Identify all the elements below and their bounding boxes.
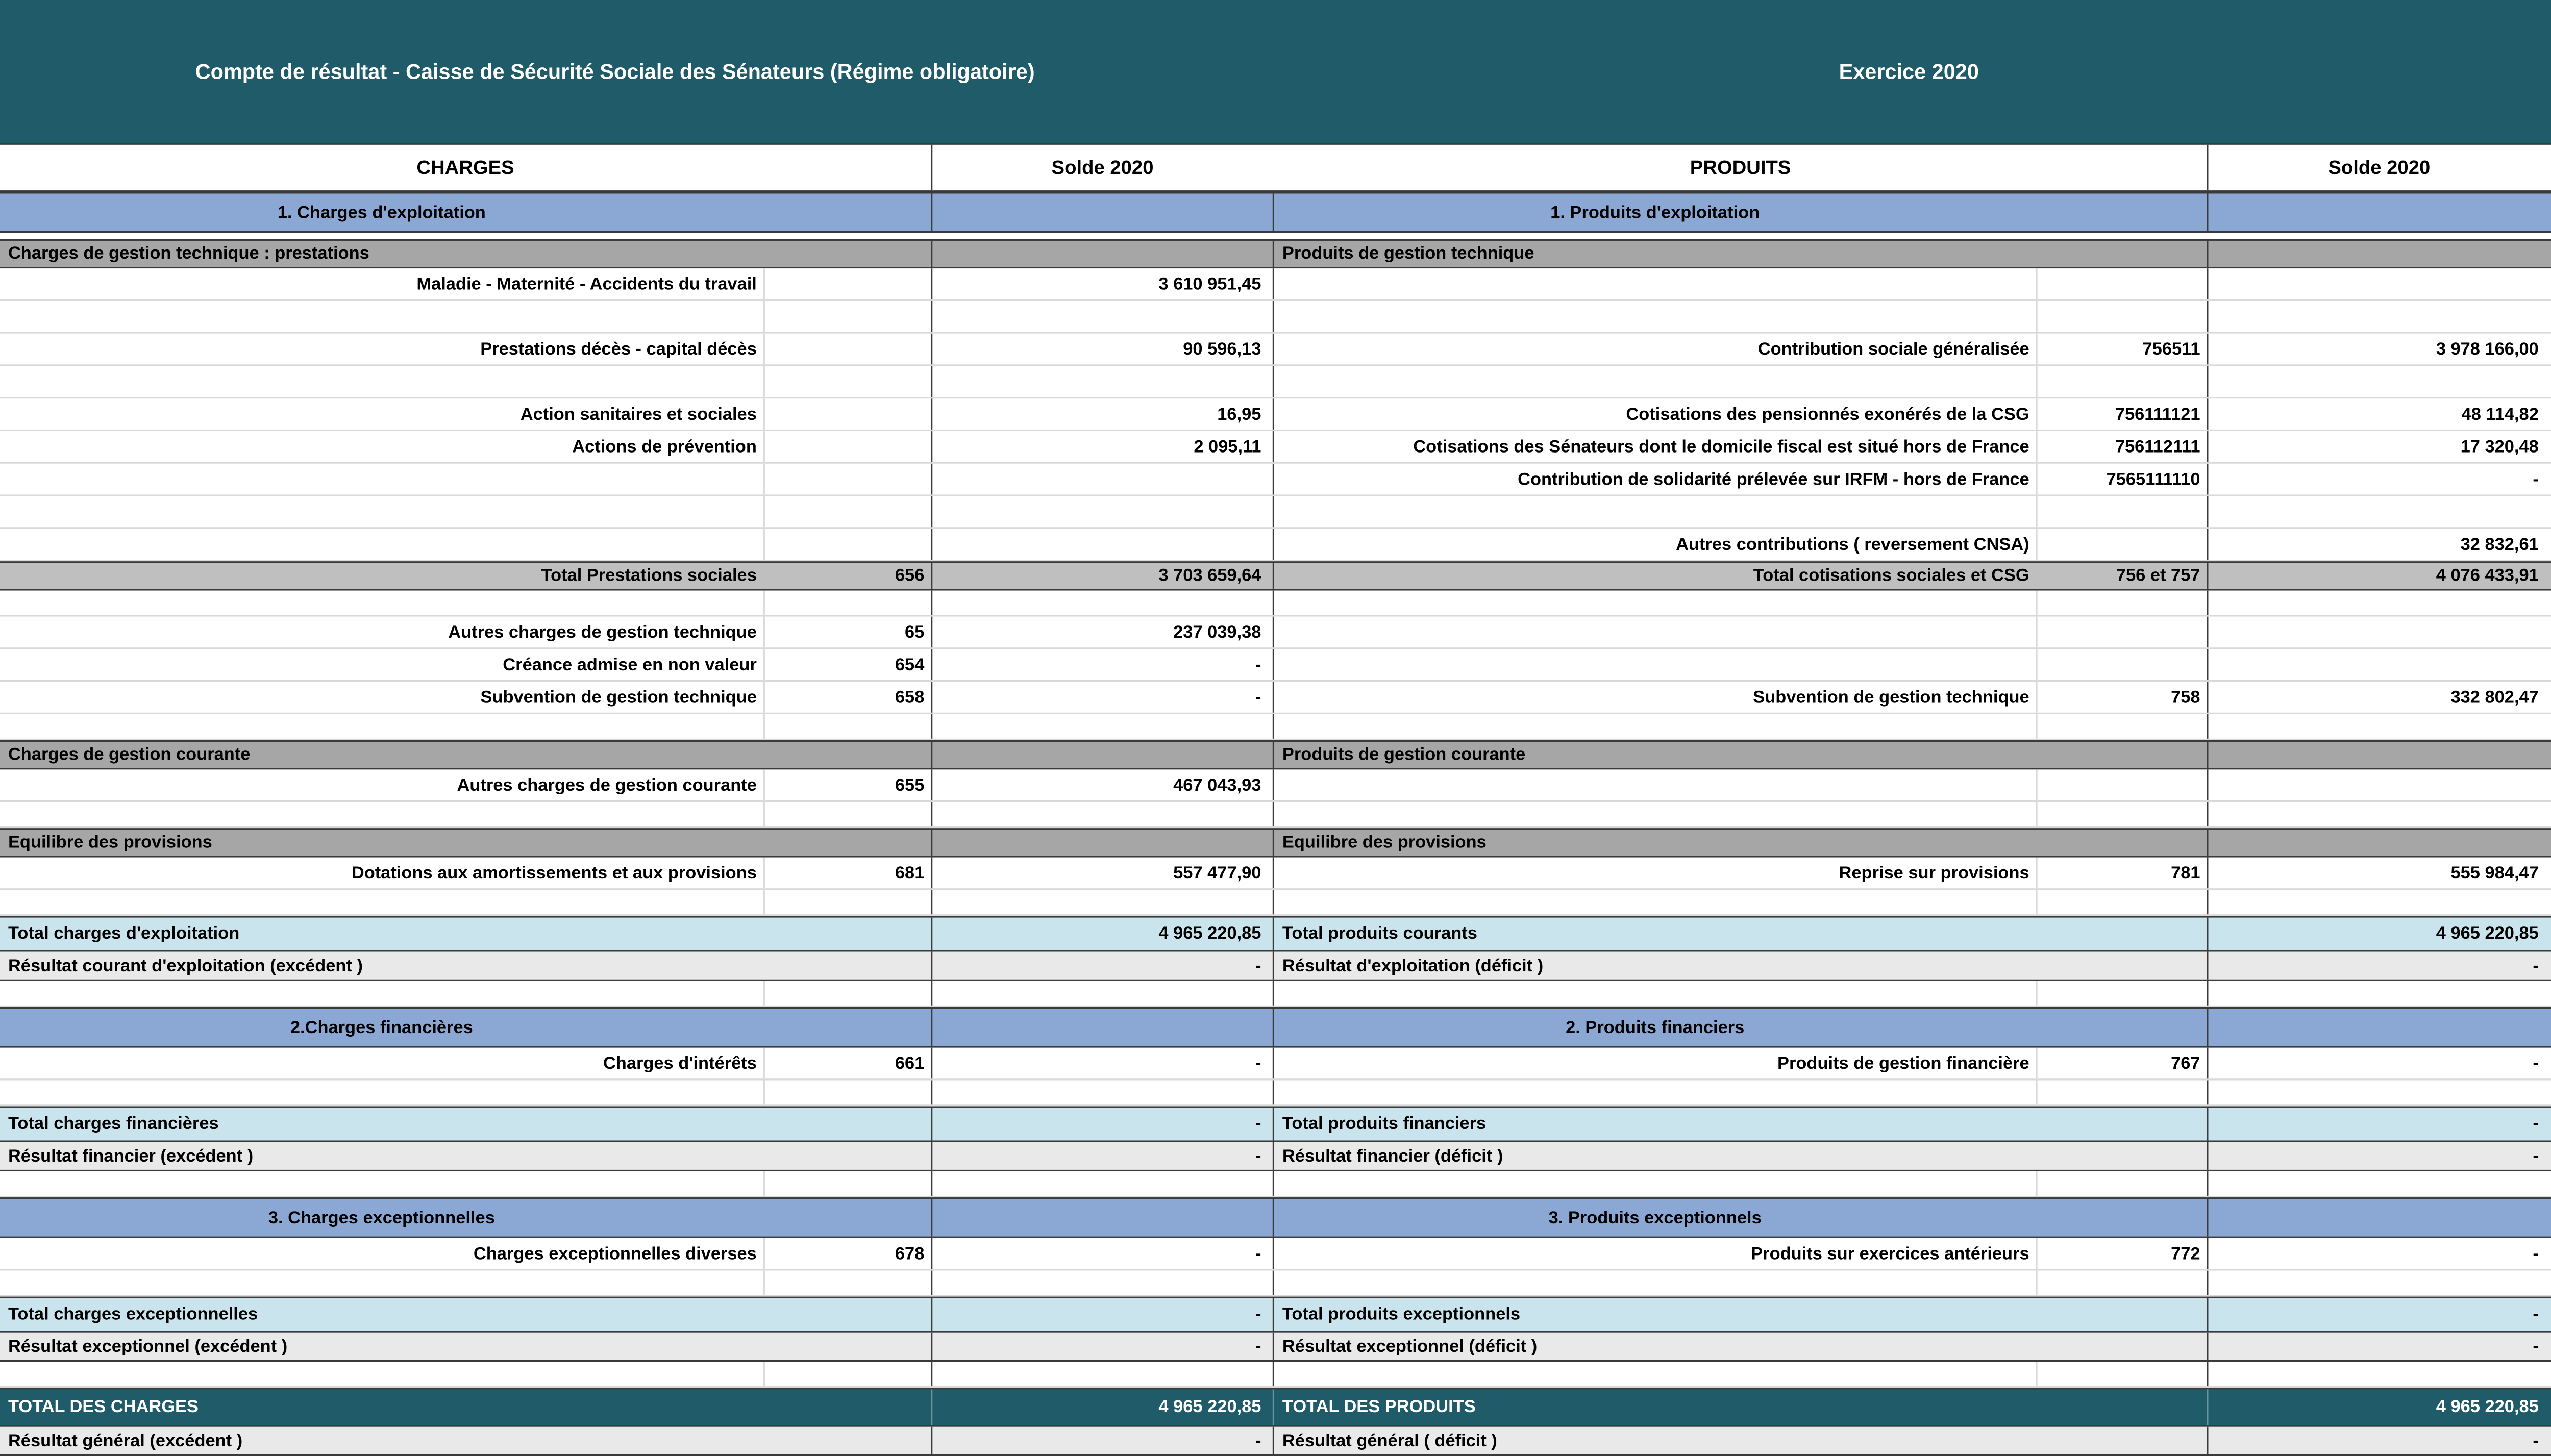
charges-value xyxy=(932,233,1274,239)
produits-code xyxy=(2038,301,2209,332)
produits-value xyxy=(2208,890,2551,914)
charges-value xyxy=(932,742,1274,768)
produits-label: Résultat financier (déficit ) xyxy=(1282,1146,1503,1166)
produits-code xyxy=(2038,1171,2209,1196)
produits-label: Total produits exceptionnels xyxy=(1282,1304,1521,1324)
table-row xyxy=(0,617,2551,649)
produits-code xyxy=(2038,529,2209,560)
charges-value xyxy=(932,591,1274,615)
charges-label: Maladie - Maternité - Accidents du travail xyxy=(0,268,765,299)
charges-value xyxy=(932,1271,1274,1295)
charges-code: 65 xyxy=(765,617,932,648)
table-row xyxy=(0,740,2551,769)
produits-label xyxy=(1274,496,2038,528)
charges-code xyxy=(765,1271,932,1295)
table-row xyxy=(0,981,2551,1007)
charges-label xyxy=(0,1171,765,1196)
charges-label xyxy=(0,496,765,528)
charges-value: - xyxy=(932,1142,1274,1170)
charges-value: 4 965 220,85 xyxy=(932,1389,1274,1425)
produits-label: 3. Produits exceptionnels xyxy=(1548,1208,1762,1228)
charges-value xyxy=(932,193,1274,231)
charges-label: Charges de gestion technique : prestations xyxy=(8,244,369,264)
produits-code xyxy=(2038,268,2209,299)
produits-value xyxy=(2208,233,2551,239)
charges-label: Autres charges de gestion technique xyxy=(0,617,765,648)
produits-value xyxy=(2208,301,2551,332)
produits-label xyxy=(1274,301,2038,332)
charges-label: Actions de prévention xyxy=(0,431,765,462)
charges-value xyxy=(932,1171,1274,1196)
charges-label xyxy=(0,1271,765,1295)
charges-value xyxy=(932,529,1274,560)
produits-label xyxy=(1274,366,2038,397)
charges-value: - xyxy=(932,1048,1274,1079)
table-row xyxy=(0,1007,2551,1048)
produits-label xyxy=(1274,233,2038,239)
produits-value xyxy=(2208,830,2551,856)
produits-value: 4 076 433,91 xyxy=(2436,566,2539,586)
charges-code xyxy=(765,1171,932,1196)
produits-label: 2. Produits financiers xyxy=(1566,1017,1745,1037)
charges-value: 237 039,38 xyxy=(932,617,1274,648)
charges-label xyxy=(0,714,765,739)
produits-value xyxy=(2208,649,2551,680)
table-row xyxy=(0,591,2551,617)
charges-value xyxy=(932,890,1274,914)
solde-right-column-header: Solde 2020 xyxy=(2328,156,2431,179)
charges-value xyxy=(932,1080,1274,1104)
produits-label xyxy=(1274,769,2038,800)
produits-value xyxy=(2208,591,2551,615)
charges-value xyxy=(932,1362,1274,1386)
charges-value: - xyxy=(932,1298,1274,1331)
produits-code: 756511 xyxy=(2038,334,2209,365)
charges-value: 3 610 951,45 xyxy=(932,268,1274,299)
charges-code xyxy=(765,1108,932,1141)
table-row xyxy=(0,1048,2551,1081)
charges-code xyxy=(765,1362,932,1386)
charges-value: - xyxy=(932,649,1274,680)
produits-code xyxy=(2038,193,2209,231)
table-row xyxy=(0,1297,2551,1333)
charges-label: Charges de gestion courante xyxy=(8,745,251,765)
charges-value xyxy=(932,301,1274,332)
charges-code xyxy=(765,366,932,397)
charges-code xyxy=(765,890,932,914)
produits-label: Equilibre des provisions xyxy=(1282,833,1487,853)
table-row xyxy=(0,366,2551,399)
table-row xyxy=(0,802,2551,828)
produits-label xyxy=(1274,1362,2038,1386)
produits-code xyxy=(2038,952,2209,980)
charges-code: 656 xyxy=(765,563,932,589)
charges-label: 1. Charges d'exploitation xyxy=(277,203,486,222)
table-row xyxy=(0,769,2551,802)
charges-value: - xyxy=(932,1108,1274,1141)
charges-column-header: CHARGES xyxy=(0,145,932,190)
table-row xyxy=(0,952,2551,981)
charges-value xyxy=(932,981,1274,1006)
produits-label: Produits sur exercices antérieurs xyxy=(1274,1238,2038,1269)
table-row xyxy=(0,398,2551,431)
charges-value: - xyxy=(932,682,1274,713)
table-row xyxy=(0,233,2551,239)
produits-code xyxy=(2038,1142,2209,1170)
charges-value xyxy=(932,464,1274,495)
produits-value xyxy=(2208,1271,2551,1295)
produits-value xyxy=(2208,714,2551,739)
charges-value xyxy=(932,714,1274,739)
produits-value: 3 978 166,00 xyxy=(2436,339,2539,359)
charges-label: Charges d'intérêts xyxy=(0,1048,765,1079)
charges-value: 467 043,93 xyxy=(932,769,1274,800)
produits-value: 4 965 220,85 xyxy=(2436,1397,2539,1417)
produits-label xyxy=(1274,1171,2038,1196)
table-row xyxy=(0,1080,2551,1106)
charges-code xyxy=(765,496,932,528)
produits-code: 781 xyxy=(2038,858,2209,889)
table-row xyxy=(0,301,2551,334)
table-row xyxy=(0,1171,2551,1197)
charges-code xyxy=(765,1333,932,1360)
table-body xyxy=(0,192,2551,1456)
produits-label: Résultat général ( déficit ) xyxy=(1282,1430,1497,1450)
charges-code xyxy=(765,1389,932,1425)
table-row xyxy=(0,1388,2551,1427)
produits-label: Total produits courants xyxy=(1282,924,1477,944)
charges-code xyxy=(765,529,932,560)
produits-code xyxy=(2038,1389,2209,1425)
charges-code xyxy=(765,742,932,768)
produits-label xyxy=(1274,981,2038,1006)
charges-label xyxy=(0,529,765,560)
produits-label xyxy=(1274,802,2038,826)
charges-label: TOTAL DES CHARGES xyxy=(8,1397,199,1417)
table-row xyxy=(0,714,2551,740)
charges-label: 2.Charges financières xyxy=(290,1017,473,1037)
charges-label: Créance admise en non valeur xyxy=(0,649,765,680)
charges-label: Total charges financières xyxy=(8,1114,219,1134)
table-row xyxy=(0,334,2551,366)
table-row xyxy=(0,1271,2551,1297)
produits-code xyxy=(2038,1108,2209,1141)
charges-label: Résultat courant d'exploitation (excédent ) xyxy=(8,956,363,975)
charges-code xyxy=(765,233,932,239)
charges-code xyxy=(765,431,932,462)
table-row xyxy=(0,561,2551,590)
produits-value: - xyxy=(2533,1304,2539,1324)
produits-code xyxy=(2038,1080,2209,1104)
charges-label xyxy=(0,464,765,495)
produits-label xyxy=(1274,890,2038,914)
exercise-label: Exercice 2020 xyxy=(1839,59,1979,84)
produits-label: Autres contributions ( reversement CNSA) xyxy=(1274,529,2038,560)
title-bar xyxy=(0,0,2551,143)
produits-code xyxy=(2038,769,2209,800)
produits-code: 772 xyxy=(2038,1238,2209,1269)
charges-label: 3. Charges exceptionnelles xyxy=(268,1208,495,1228)
charges-value: 557 477,90 xyxy=(932,858,1274,889)
table-row xyxy=(0,1238,2551,1271)
charges-code xyxy=(765,1199,932,1236)
charges-label xyxy=(0,890,765,914)
charges-code xyxy=(765,241,932,267)
charges-label: Résultat général (excédent ) xyxy=(8,1430,243,1450)
produits-code xyxy=(2038,714,2209,739)
charges-code: 678 xyxy=(765,1238,932,1269)
charges-value xyxy=(932,802,1274,826)
produits-label: Produits de gestion courante xyxy=(1282,745,1526,765)
charges-label: Total charges d'exploitation xyxy=(8,924,240,944)
charges-label xyxy=(0,802,765,826)
table-row xyxy=(0,1142,2551,1171)
produits-code: 7565111110 xyxy=(2038,464,2209,495)
table-row xyxy=(0,890,2551,916)
produits-value: - xyxy=(2533,1053,2539,1073)
charges-label xyxy=(0,301,765,332)
produits-label: Produits de gestion financière xyxy=(1274,1048,2038,1079)
charges-code xyxy=(765,1298,932,1331)
charges-value xyxy=(932,830,1274,856)
produits-label: Cotisations des pensionnés exonérés de la CSG xyxy=(1274,398,2038,430)
charges-label xyxy=(0,233,765,239)
produits-code: 758 xyxy=(2038,682,2209,713)
charges-code xyxy=(765,464,932,495)
charges-value xyxy=(932,1009,1274,1046)
produits-code xyxy=(2038,1298,2209,1331)
produits-value xyxy=(2208,193,2551,231)
table-row xyxy=(0,239,2551,268)
solde-left-column-header: Solde 2020 xyxy=(1051,156,1154,179)
produits-code xyxy=(2038,1271,2209,1295)
produits-code xyxy=(2038,1333,2209,1360)
charges-label: Total Prestations sociales xyxy=(541,566,757,586)
charges-label: Total charges exceptionnelles xyxy=(8,1304,258,1324)
produits-value xyxy=(2208,366,2551,397)
produits-code xyxy=(2038,1009,2209,1046)
produits-code: 756111121 xyxy=(2038,398,2209,430)
charges-code xyxy=(765,591,932,615)
produits-label: Résultat exceptionnel (déficit ) xyxy=(1282,1336,1538,1357)
produits-code xyxy=(2038,366,2209,397)
charges-code xyxy=(765,830,932,856)
report-title: Compte de résultat - Caisse de Sécurité Sociale des Sénateurs (Régime obligatoire) xyxy=(195,59,1035,84)
produits-label xyxy=(1274,649,2038,680)
produits-label: TOTAL DES PRODUITS xyxy=(1282,1397,1476,1417)
produits-label xyxy=(1274,1271,2038,1295)
produits-value: - xyxy=(2533,1243,2539,1264)
charges-value: 4 965 220,85 xyxy=(932,918,1274,950)
produits-label xyxy=(1274,714,2038,739)
charges-label: Equilibre des provisions xyxy=(8,833,212,853)
produits-column-header: PRODUITS xyxy=(1274,145,2208,190)
charges-code xyxy=(765,1427,932,1454)
charges-code xyxy=(765,1080,932,1104)
produits-value: - xyxy=(2533,1114,2539,1134)
table-row xyxy=(0,431,2551,464)
produits-value: - xyxy=(2533,1336,2539,1357)
produits-code xyxy=(2038,981,2209,1006)
charges-value xyxy=(932,1199,1274,1236)
charges-code xyxy=(765,952,932,980)
charges-code: 661 xyxy=(765,1048,932,1079)
produits-value: - xyxy=(2533,1430,2539,1450)
charges-code: 658 xyxy=(765,682,932,713)
charges-label xyxy=(0,981,765,1006)
table-row xyxy=(0,192,2551,233)
produits-value: 32 832,61 xyxy=(2460,534,2539,554)
produits-value: 332 802,47 xyxy=(2450,687,2539,707)
produits-label: Subvention de gestion technique xyxy=(1274,682,2038,713)
charges-value: 3 703 659,64 xyxy=(932,563,1274,589)
charges-label xyxy=(0,591,765,615)
produits-value xyxy=(2208,1199,2551,1236)
produits-label xyxy=(1274,268,2038,299)
produits-label: Total produits financiers xyxy=(1282,1114,1487,1134)
charges-label: Action sanitaires et sociales xyxy=(0,398,765,430)
produits-value xyxy=(2208,1171,2551,1196)
charges-code xyxy=(765,1142,932,1170)
charges-value: - xyxy=(932,1238,1274,1269)
produits-code: 756112111 xyxy=(2038,431,2209,462)
charges-code: 681 xyxy=(765,858,932,889)
charges-code xyxy=(765,1009,932,1046)
charges-value: 2 095,11 xyxy=(932,431,1274,462)
table-row xyxy=(0,916,2551,951)
produits-value xyxy=(2208,1080,2551,1104)
produits-value xyxy=(2208,241,2551,267)
produits-label: Résultat d'exploitation (déficit ) xyxy=(1282,956,1544,975)
charges-value: - xyxy=(932,1427,1274,1454)
table-row xyxy=(0,1362,2551,1388)
produits-label: Contribution sociale généralisée xyxy=(1274,334,2038,365)
produits-value xyxy=(2208,496,2551,528)
column-header-row xyxy=(0,143,2551,192)
charges-value: - xyxy=(932,1333,1274,1360)
charges-label: Autres charges de gestion courante xyxy=(0,769,765,800)
produits-value: 555 984,47 xyxy=(2450,863,2539,883)
charges-code: 654 xyxy=(765,649,932,680)
charges-code xyxy=(765,268,932,299)
table-row xyxy=(0,464,2551,496)
charges-label: Dotations aux amortissements et aux provisions xyxy=(0,858,765,889)
charges-code xyxy=(765,193,932,231)
produits-code xyxy=(2038,649,2209,680)
produits-value xyxy=(2208,981,2551,1006)
produits-value: - xyxy=(2533,1146,2539,1166)
charges-value: 16,95 xyxy=(932,398,1274,430)
produits-code xyxy=(2038,1199,2209,1236)
table-row xyxy=(0,1197,2551,1238)
charges-value xyxy=(932,241,1274,267)
produits-code xyxy=(2038,742,2209,768)
charges-value: - xyxy=(932,952,1274,980)
charges-label: Charges exceptionnelles diverses xyxy=(0,1238,765,1269)
charges-label: Résultat financier (excédent ) xyxy=(8,1146,254,1166)
produits-code xyxy=(2038,496,2209,528)
produits-code xyxy=(2038,617,2209,648)
produits-code: 767 xyxy=(2038,1048,2209,1079)
produits-label: Reprise sur provisions xyxy=(1274,858,2038,889)
charges-code xyxy=(765,918,932,950)
charges-code xyxy=(765,714,932,739)
charges-label xyxy=(0,1362,765,1386)
produits-code xyxy=(2038,830,2209,856)
charges-code xyxy=(765,398,932,430)
produits-label xyxy=(1274,1080,2038,1104)
charges-code xyxy=(765,301,932,332)
table-row xyxy=(0,858,2551,890)
table-row xyxy=(0,1427,2551,1456)
produits-value: 4 965 220,85 xyxy=(2436,924,2539,944)
charges-code xyxy=(765,981,932,1006)
charges-value xyxy=(932,496,1274,528)
produits-value xyxy=(2208,617,2551,648)
produits-value xyxy=(2208,268,2551,299)
produits-label xyxy=(1274,617,2038,648)
produits-value: 48 114,82 xyxy=(2461,404,2539,424)
produits-value: - xyxy=(2533,469,2539,489)
table-row xyxy=(0,1333,2551,1362)
produits-code xyxy=(2038,241,2209,267)
produits-code xyxy=(2038,890,2209,914)
produits-value xyxy=(2208,1362,2551,1386)
produits-label: Produits de gestion technique xyxy=(1282,244,1534,264)
produits-label: Contribution de solidarité prélevée sur IRFM - hors de France xyxy=(1274,464,2038,495)
charges-code: 655 xyxy=(765,769,932,800)
charges-value xyxy=(932,366,1274,397)
produits-value: - xyxy=(2533,956,2539,975)
charges-code xyxy=(765,334,932,365)
produits-code xyxy=(2038,802,2209,826)
charges-label xyxy=(0,366,765,397)
produits-code xyxy=(2038,1362,2209,1386)
produits-value xyxy=(2208,1009,2551,1046)
charges-label: Prestations décès - capital décès xyxy=(0,334,765,365)
produits-code: 756 et 757 xyxy=(2038,563,2209,589)
produits-value xyxy=(2208,769,2551,800)
table-row xyxy=(0,649,2551,682)
charges-label xyxy=(0,1080,765,1104)
produits-label: 1. Produits d'exploitation xyxy=(1550,203,1760,222)
charges-label: Subvention de gestion technique xyxy=(0,682,765,713)
table-row xyxy=(0,529,2551,561)
produits-code xyxy=(2038,1427,2209,1454)
produits-value xyxy=(2208,742,2551,768)
produits-label xyxy=(1274,591,2038,615)
table-row xyxy=(0,828,2551,857)
table-row xyxy=(0,1107,2551,1142)
produits-code xyxy=(2038,918,2209,950)
produits-label: Total cotisations sociales et CSG xyxy=(1753,566,2029,586)
produits-code xyxy=(2038,233,2209,239)
table-row xyxy=(0,682,2551,714)
charges-label: Résultat exceptionnel (excédent ) xyxy=(8,1336,288,1357)
produits-label: Cotisations des Sénateurs dont le domicile fiscal est situé hors de France xyxy=(1274,431,2038,462)
produits-code xyxy=(2038,591,2209,615)
table-row xyxy=(0,496,2551,529)
charges-value: 90 596,13 xyxy=(932,334,1274,365)
table-row xyxy=(0,268,2551,301)
charges-code xyxy=(765,802,932,826)
produits-value xyxy=(2208,802,2551,826)
produits-value: 17 320,48 xyxy=(2460,437,2539,457)
